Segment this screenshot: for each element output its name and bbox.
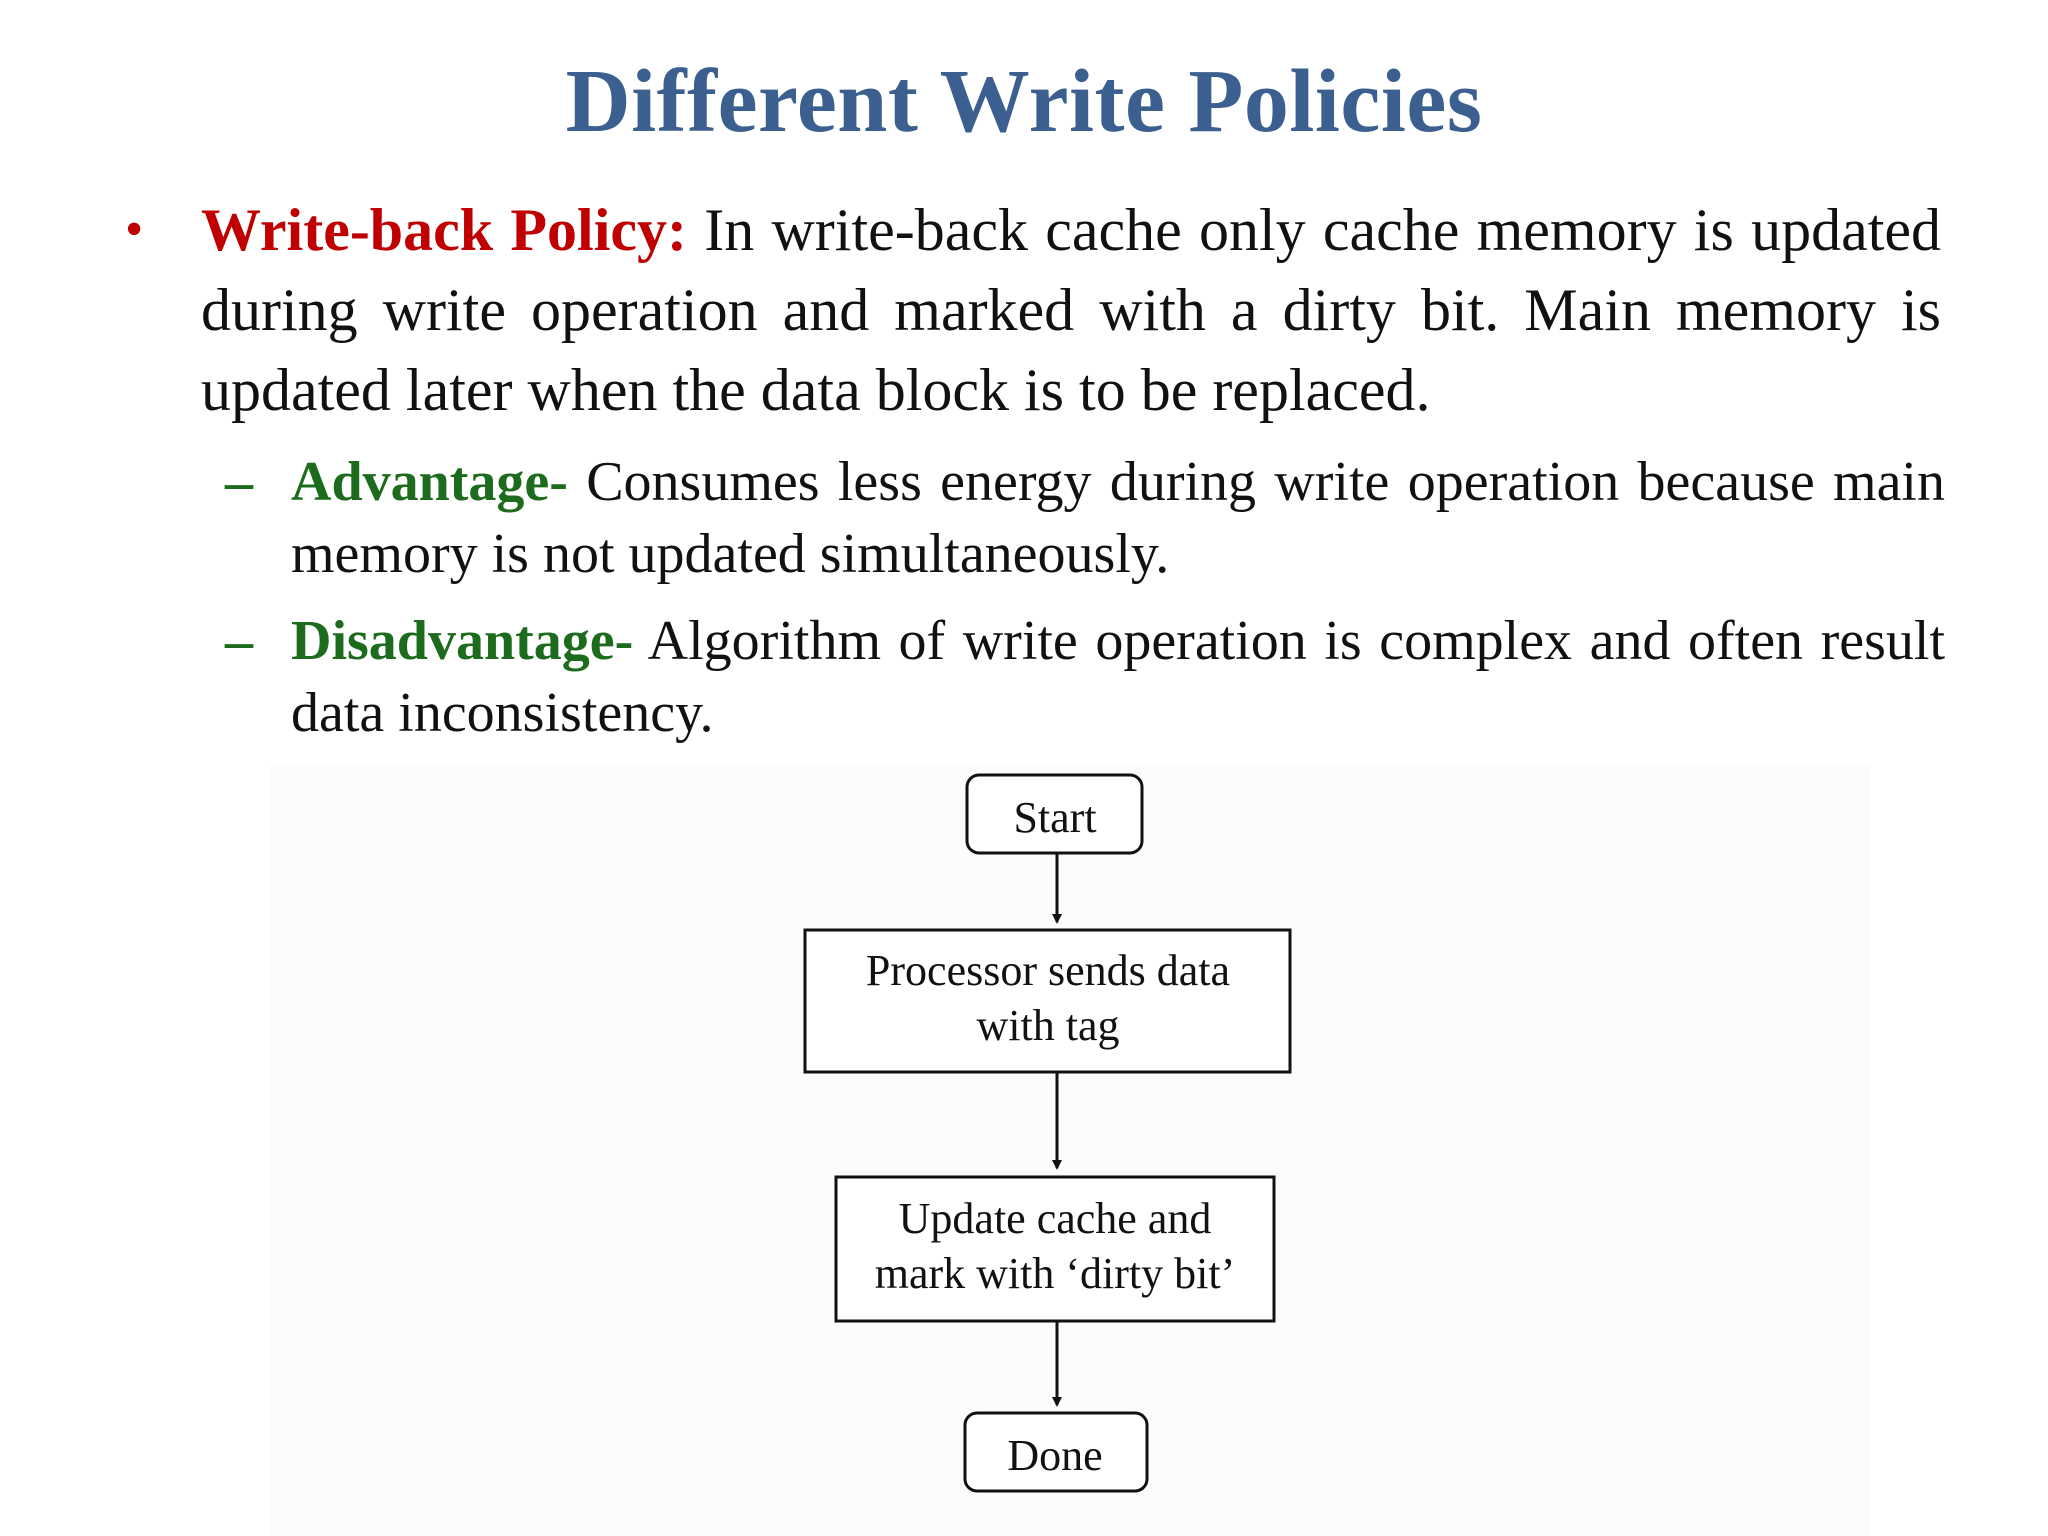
flow-node-start (967, 775, 1142, 853)
bullet-dot: • (125, 201, 144, 258)
subpoint-body: Algorithm of write operation is complex and often result data inconsistency. (291, 610, 1945, 744)
subpoint-body: Consumes less energy during write operation because main memory is not updated simultaneously. (291, 451, 1945, 585)
subpoint-lead: Advantage- (291, 451, 568, 513)
flow-node-label: Done (1007, 1431, 1103, 1480)
flow-node-update-cache (836, 1177, 1274, 1321)
subpoint-dash: – (225, 451, 253, 513)
flow-node-label: Update cache and (898, 1194, 1212, 1243)
flow-node-label: Processor sends data (865, 946, 1231, 995)
flow-node-label-line2: mark with ‘dirty bit’ (874, 1249, 1236, 1298)
flow-node-label: Start (1013, 793, 1097, 842)
slide-title: Different Write Policies (565, 52, 1483, 151)
bullet-lead: Write-back Policy: (201, 197, 688, 263)
subpoint-dash: – (225, 610, 253, 672)
flow-node-processor-sends (805, 930, 1290, 1072)
subpoint-lead: Disadvantage- (291, 610, 634, 672)
bullet-body: In write-back cache only cache memory is updated during write operation and marked with a dirty bit. Main memory is updated later when the data block is to be replaced. (201, 197, 1941, 423)
flow-node-label-line2: with tag (976, 1001, 1120, 1050)
flow-node-done (965, 1413, 1147, 1491)
